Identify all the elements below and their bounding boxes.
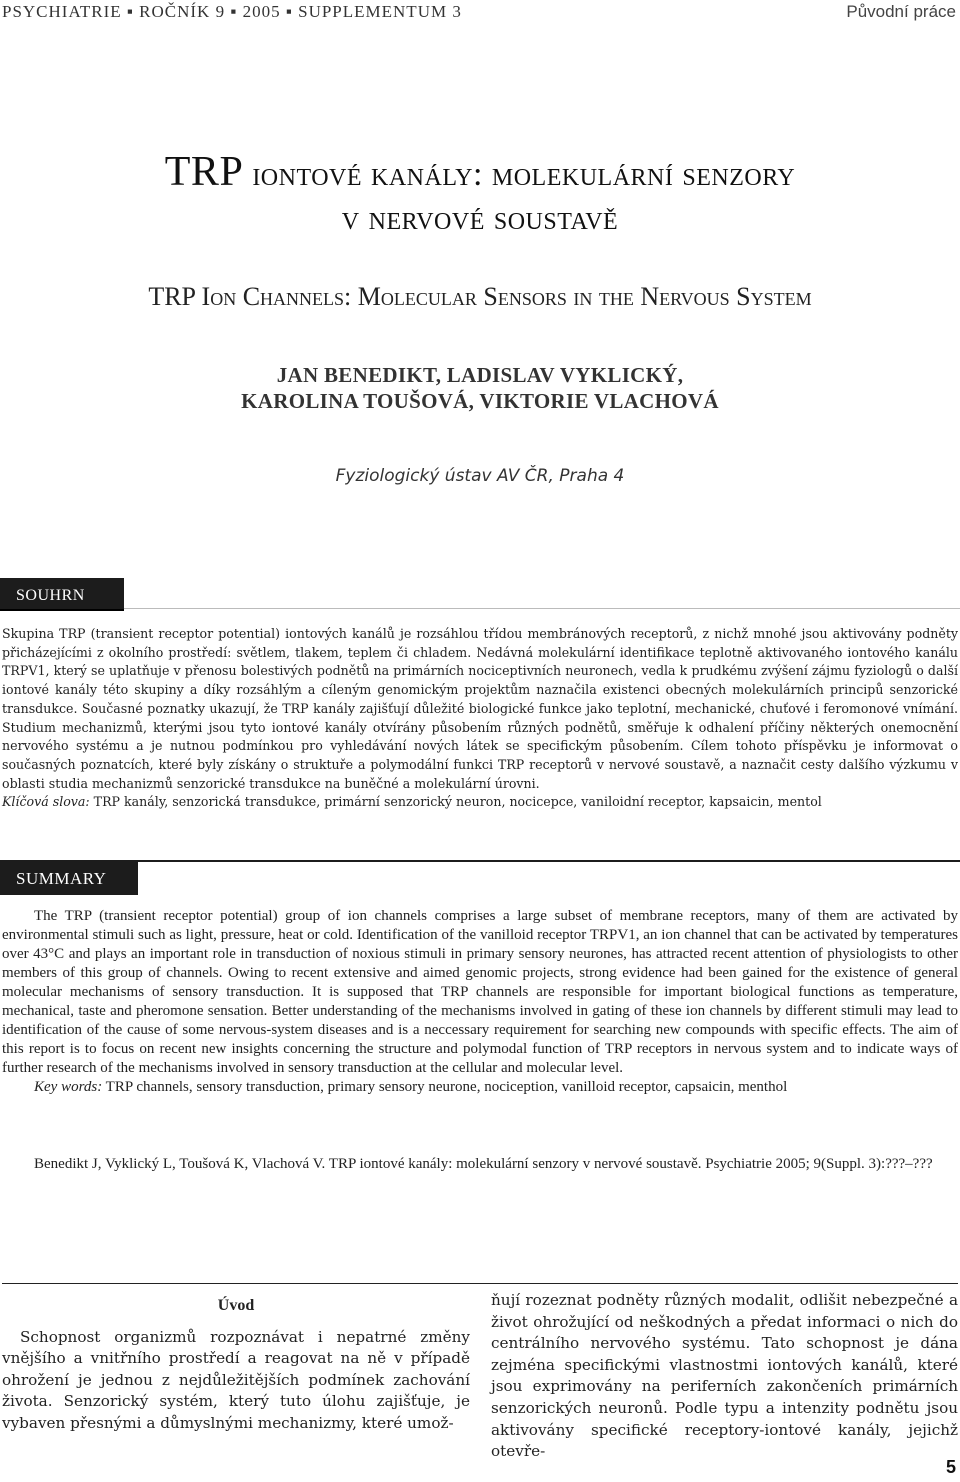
souhrn-line [124,608,960,609]
souhrn-rule [0,609,124,611]
summary-top-rule [0,860,960,862]
keywords-cz: TRP kanály, senzorická transdukce, primární senzorický neuron, nocicepce, vaniloidní receptor, kapsaicin, mentol [89,794,822,810]
article-category: Původní práce [846,2,956,21]
abstract-english-text: The TRP (transient receptor potential) group of ion channels comprises a large subset of membrane receptors, many of them are activated by environmental stimuli such as light, pressure, heat or cold. Identification of the vanilloid receptor TRPV1, an ion channel that can be activated by temperatures over 43°C and plays an important role in transduction of noxious stimuli in primary sensory neurones, has attracted recent attention of physiologists to other members of this group of channels. Owing to recent extensive and aimed genomic projects, strong evidence had been gained for the existence of general molecular mechanisms of sensory transduction. It is supposed that TRP channels are responsible for important biological functions as temperature, mechanical, taste and pheromone sensation. Better understanding of the mechanisms involved in gating of these ion channels by different stimuli may lead to identification of the cause of some nervous-system diseases and is a neccessary requirement for searching new compounds with specific effects. The aim of this report is to focus on recent new insights concerning the structure and polymodal function of TRP receptors in nervous system and to indicate ways of further research of the mechanisms involved in sensory transduction at the cellular and molecular level. [2,908,958,1076]
intro-heading: Úvod [217,1297,255,1314]
intro-left-column [2,1293,470,1435]
authors-line-1: JAN BENEDIKT, LADISLAV VYKLICKÝ, [276,363,684,387]
body-divider [2,1283,958,1284]
title-line-2: v nervové soustavě [341,200,619,237]
journal-header: PSYCHIATRIE ▪ ROČNÍK 9 ▪ 2005 ▪ SUPPLEMENTUM 3 [2,2,462,21]
article-title-en: TRP Ion Channels: Molecular Sensors in the Nervous System [148,282,812,311]
author-list [0,362,960,414]
intro-left-text: Schopnost organizmů rozpoznávat i nepatrné změny vnějšího a vnitřního prostředí a reagovat na ně v případě ohrožení je jednou z nejdůležitějších podmínek zachování života. Senzorický systém, který tuto úlohu zajišťuje, je vybaven přesnými a důmyslnými mechanizmy, které umož- [2,1327,470,1432]
title-acronym: TRP [164,149,244,195]
intro-right-column: ňují rozeznat podněty různých modalit, odlišit nebezpečné a život ohrožující od neškodných a předat informaci o nich do centrálního nervového systému. Tato schopnost je dána zejména specifickými vlastnostmi iontových kanálů, které jsou exprimovány na periferních zakončeních primárních senzorických neuronů. Podle typu a intenzity podnětu jsou aktivovány specifické receptory-iontové kanály, jejichž otevře- [491,1291,958,1461]
citation: Benedikt J, Vyklický L, Toušová K, Vlachová V. TRP iontové kanály: molekulární senzory v nervové soustavě. Psychiatrie 2005; 9(Suppl. 3):???–??? [34,1156,933,1172]
authors-line-2: KAROLINA TOUŠOVÁ, VIKTORIE VLACHOVÁ [241,389,719,413]
keywords-en: TRP channels, sensory transduction, primary sensory neurone, nociception, vanilloid receptor, capsaicin, menthol [102,1079,788,1095]
title-line-1: iontové kanály: molekulární senzory [243,156,796,193]
abstract-czech-text: Skupina TRP (transient receptor potential) iontových kanálů je rozsáhlou třídou membránových receptorů, z nichž mnohé jsou aktivovány podněty přicházejícími z okolního prostředí: světlem, tlakem, teplem či chladem. Nedávná molekulární identifikace teplotně aktivovaného iontového kanálu TRPV1, který se uplatňuje v přenosu bolestivých podnětů na primárních nociceptivních neuronech, vedla k prudkému zvýšení zájmu fyziologů o další iontové kanály této skupiny a díky rozsáhlým a cíleným genomickým projektům naznačila existenci obecných molekulárních principů senzorické transdukce. Současné poznatky ukazují, že TRP kanály zajišťují důležité biologické funkce jako teplotní, mechanické, chuťové i feromonové vnímání. Studium mechanizmů, kterými jsou tyto iontové kanály otvírány působením různých podnětů, směřuje k odhalení příčiny některých onemocnění nervového systému a je nutnou podmínkou pro vyhledávání nových látek se specifickým působením. Cílem tohoto příspěvku je informovat o současných poznatcích, které byly získány o struktuře a polymodální funkci TRP receptorů v nervové soustavě, a naznačit cesty dalšího výzkumu v oblasti studia mechanizmů senzorické transdukce na buněčné a molekulární úrovni. [2,626,958,791]
abstract-english [2,907,958,1097]
souhrn-heading: SOUHRN [0,578,124,609]
affiliation: Fyziologický ústav AV ČR, Praha 4 [335,466,625,486]
keywords-label-en: Key words: [34,1079,103,1095]
article-title-cz [0,150,960,241]
summary-heading: SUMMARY [0,862,138,895]
keywords-label-cz: Klíčová slova: [2,794,90,810]
page-number: 5 [945,1457,956,1477]
abstract-czech [2,625,958,812]
